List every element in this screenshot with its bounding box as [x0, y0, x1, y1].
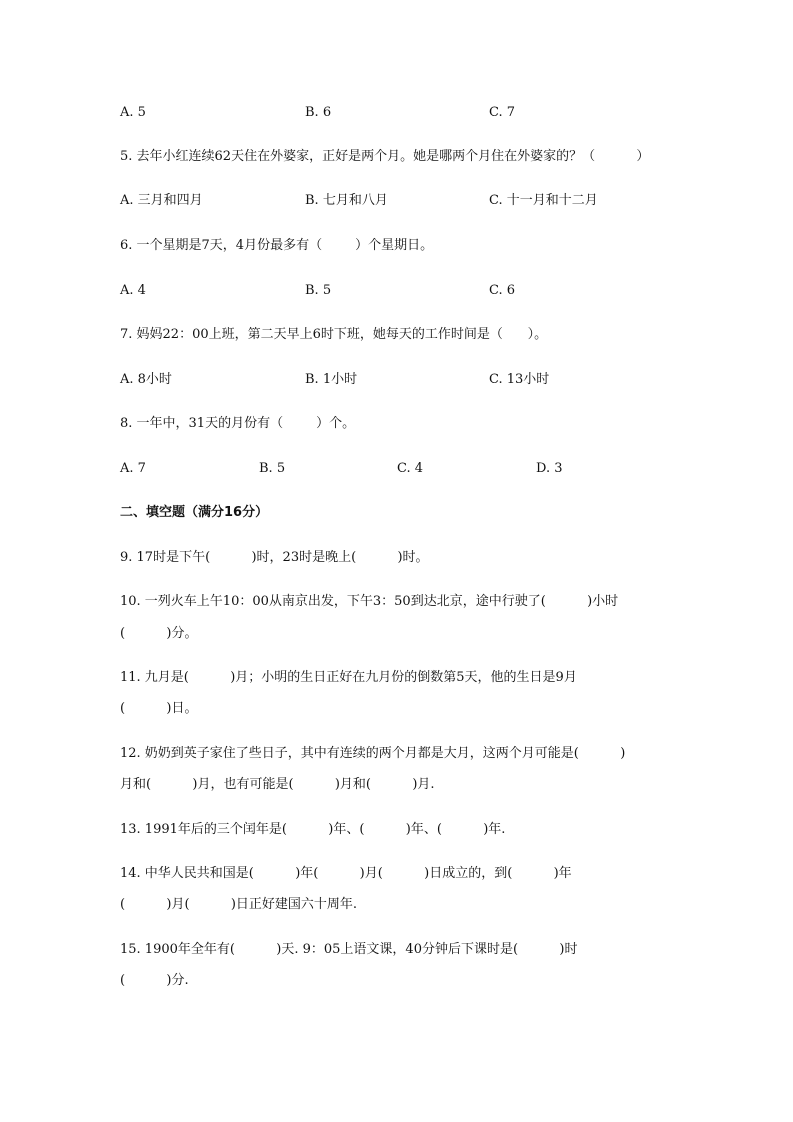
q4-option-b: B. 6: [305, 105, 332, 120]
section-2-heading: 二、填空题（满分16分）: [120, 505, 269, 520]
q6-option-c: C. 6: [489, 283, 516, 298]
q6-option-a: A. 4: [120, 283, 146, 298]
question-11-line-2: ( )日。: [120, 701, 198, 716]
q5-option-c: C. 十一月和十二月: [489, 193, 598, 208]
q7-option-a: A. 8小时: [120, 372, 172, 387]
question-12-line-1: 12. 奶奶到英子家住了些日子，其中有连续的两个月都是大月，这两个月可能是( ): [120, 746, 626, 761]
question-10-line-1: 10. 一列火车上午10：00从南京出发，下午3：50到达北京，途中行驶了( )小时: [120, 594, 619, 609]
question-14-line-1: 14. 中华人民共和国是( )年( )月( )日成立的，到( )年: [120, 866, 572, 881]
q4-option-a: A. 5: [120, 105, 146, 120]
question-9: 9. 17时是下午( )时，23时是晚上( )时。: [120, 550, 429, 565]
question-12-line-2: 月和( )月，也有可能是( )月和( )月.: [120, 777, 435, 792]
question-8: 8. 一年中，31天的月份有（ ）个。: [120, 416, 356, 431]
q5-option-b: B. 七月和八月: [305, 193, 388, 208]
q8-option-c: C. 4: [397, 461, 424, 476]
q7-option-c: C. 13小时: [489, 372, 550, 387]
question-10-line-2: ( )分。: [120, 626, 198, 641]
q4-option-c: C. 7: [489, 105, 516, 120]
q5-option-a: A. 三月和四月: [120, 193, 203, 208]
q8-option-d: D. 3: [536, 461, 563, 476]
q8-option-b: B. 5: [259, 461, 286, 476]
question-7: 7. 妈妈22：00上班，第二天早上6时下班，她每天的工作时间是（ ）。: [120, 327, 548, 342]
question-15-line-1: 15. 1900年全年有( )天. 9：05上语文课，40分钟后下课时是( )时: [120, 942, 578, 957]
question-13: 13. 1991年后的三个闰年是( )年、( )年、( )年.: [120, 822, 506, 837]
question-15-line-2: ( )分.: [120, 973, 189, 988]
q8-option-a: A. 7: [120, 461, 146, 476]
question-11-line-1: 11. 九月是( )月；小明的生日正好在九月份的倒数第5天，他的生日是9月: [120, 670, 577, 685]
question-5: 5. 去年小红连续62天住在外婆家，正好是两个月。她是哪两个月住在外婆家的？（ ）: [120, 149, 650, 164]
question-14-line-2: ( )月( )日正好建国六十周年.: [120, 897, 358, 912]
q6-option-b: B. 5: [305, 283, 332, 298]
q7-option-b: B. 1小时: [305, 372, 358, 387]
question-6: 6. 一个星期是7天，4月份最多有（ ）个星期日。: [120, 238, 434, 253]
